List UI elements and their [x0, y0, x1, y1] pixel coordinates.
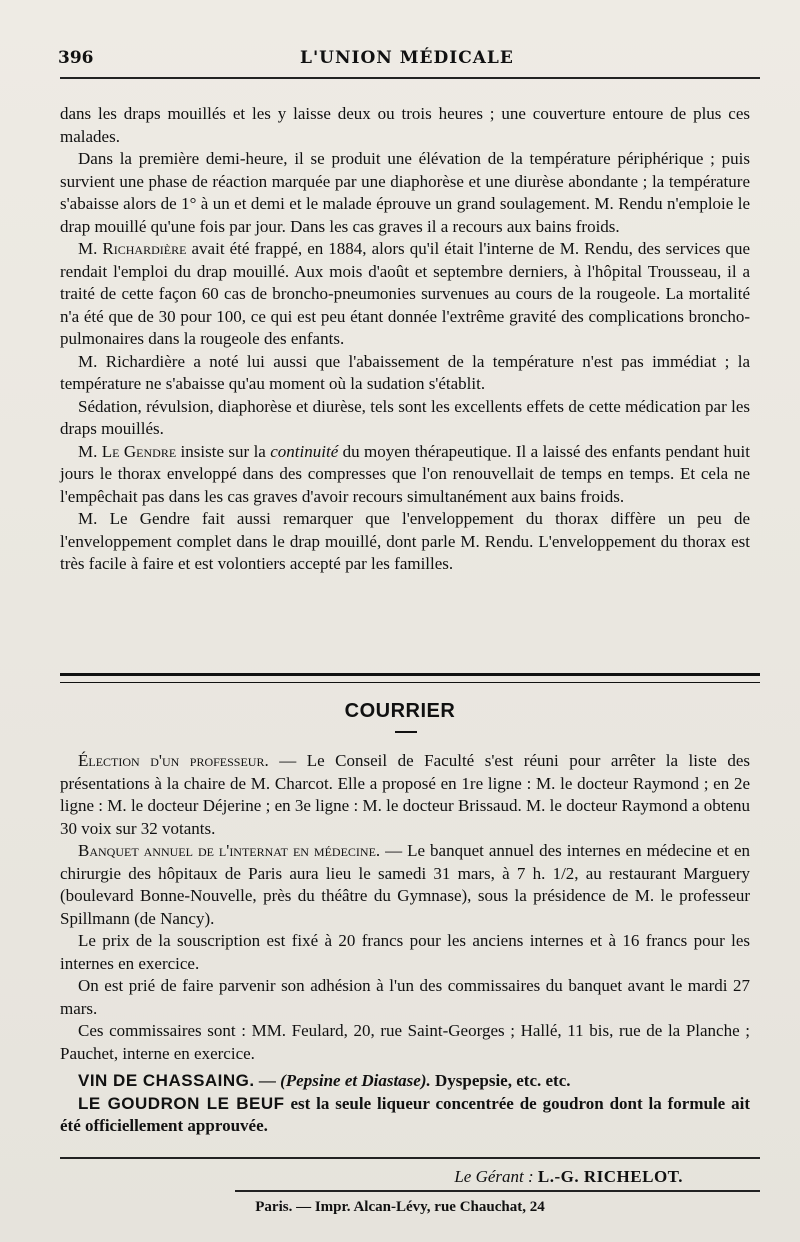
journal-title: L'UNION MÉDICALE: [300, 48, 514, 68]
title-underline: [395, 731, 417, 733]
printer-imprint: Paris. — Impr. Alcan-Lévy, rue Chauchat, 24: [255, 1199, 545, 1215]
printer-rule: [235, 1190, 760, 1192]
article-body: [60, 103, 750, 576]
news-item: On est prié de faire parvenir son adhésion à l'un des commissaires du banquet avant le mardi 27 mars.: [60, 976, 750, 1018]
ad-title: LE GOUDRON LE BEUF: [78, 1093, 285, 1113]
paragraph: dans les draps mouillés et les y laisse deux ou trois heures ; une couverture entoure de plus ces malades.: [60, 104, 750, 146]
news-lead: Élection d'un professeur.: [78, 751, 269, 770]
paragraph: M. Le Gendre insiste sur la continuité du moyen thérapeutique. Il a laissé des enfants pendant huit jours le thorax enveloppé dans des compresses que l'on renouvellait de temps en temps. Et cela ne l'empêchait pas dans les cas graves d'avoir recours simultanément aux bains froids.: [60, 441, 750, 506]
page-header: [58, 44, 760, 74]
author-name: M. Le Gendre: [78, 441, 177, 461]
ad-title: VIN DE CHASSAING.: [78, 1071, 255, 1090]
page-number: 396: [58, 48, 94, 68]
news-item: Banquet annuel de l'internat en médecine. — Le banquet annuel des internes en médecine et en chirurgie des hôpitaux de Paris aura lieu le samedi 31 mars, à 7 h. 1/2, au restaurant Marguery (boulevard Bonne-Nouvelle, près du théâtre du Gymnase), sous la présidence de M. le professeur Spillmann (de Nancy).: [60, 841, 750, 928]
paragraph: Sédation, révulsion, diaphorèse et diurèse, tels sont les excellents effets de cette médication par les draps mouillés.: [60, 396, 750, 438]
manager-signature: [0, 1167, 683, 1187]
paragraph: Dans la première demi-heure, il se produit une élévation de la température périphérique ; puis survient une phase de réaction marquée par une diaphorèse et une diurèse abondante ; la température s'abaisse alors de 1° à un et demi et le malade éprouve un grand soulagement. M. Rendu n'emploie le drap mouillé qu'une fois par jour. Dans les cas graves il a recours aux bains froids.: [60, 149, 750, 236]
manager-name: L.-G. RICHELOT.: [537, 1167, 683, 1186]
manager-label: Le Gérant :: [454, 1167, 534, 1186]
news-item: Élection d'un professeur. — Le Conseil de Faculté s'est réuni pour arrêter la liste des présentations à la chaire de M. Charcot. Elle a proposé en 1re ligne : M. le docteur Raymond ; en 2e ligne : M. le docteur Déjerine ; en 3e ligne : M. le docteur Brissaud. M. le docteur Raymond a obtenu 30 voix sur 32 votants.: [60, 751, 751, 838]
footer-rule: [60, 1157, 760, 1159]
advertisements: [60, 1070, 750, 1138]
author-name: M. Richardière: [78, 239, 187, 258]
news-item: Ces commissaires sont : MM. Feulard, 20, rue Saint-Georges ; Hallé, 11 bis, rue de la Planche ; Pauchet, interne en exercice.: [60, 1021, 750, 1063]
section-divider: [60, 673, 760, 683]
paragraph: M. Richardière avait été frappé, en 1884, alors qu'il était l'interne de M. Rendu, des services que rendait l'emploi du drap mouillé. Aux mois d'août et septembre derniers, à l'hôpital Trousseau, il a traité de cette façon 60 cas de broncho-pneumonies survenues au cours de la rougeole. La mortalité n'a été que de 30 pour 100, ce qui est peu étant donnée l'extrême gravité des complications broncho-pulmonaires dans la rougeole des enfants.: [60, 239, 750, 348]
advertisement: LE GOUDRON LE BEUF est la seule liqueur concentrée de goudron dont la formule ait été officiellement approuvée.: [60, 1093, 750, 1135]
paragraph: M. Richardière a noté lui aussi que l'abaissement de la température n'est pas immédiat ; la température ne s'abaisse qu'au moment où la sudation s'établit.: [60, 351, 750, 393]
advertisement: VIN DE CHASSAING. — (Pepsine et Diastase). Dyspepsie, etc. etc.: [78, 1071, 571, 1090]
news-item: Le prix de la souscription est fixé à 20 francs pour les anciens internes et à 16 francs pour les internes en exercice.: [60, 931, 750, 973]
paragraph: M. Le Gendre fait aussi remarquer que l'enveloppement du thorax diffère un peu de l'enveloppement complet dans le drap mouillé, dont parle M. Rendu. L'enveloppement du thorax est très facile à faire et est volontiers accepté par les familles.: [60, 509, 750, 573]
section-title: COURRIER: [344, 700, 456, 722]
header-rule: [60, 77, 760, 79]
news-lead: Banquet annuel de l'internat en médecine.: [78, 841, 381, 860]
courrier-section: [60, 750, 750, 1065]
